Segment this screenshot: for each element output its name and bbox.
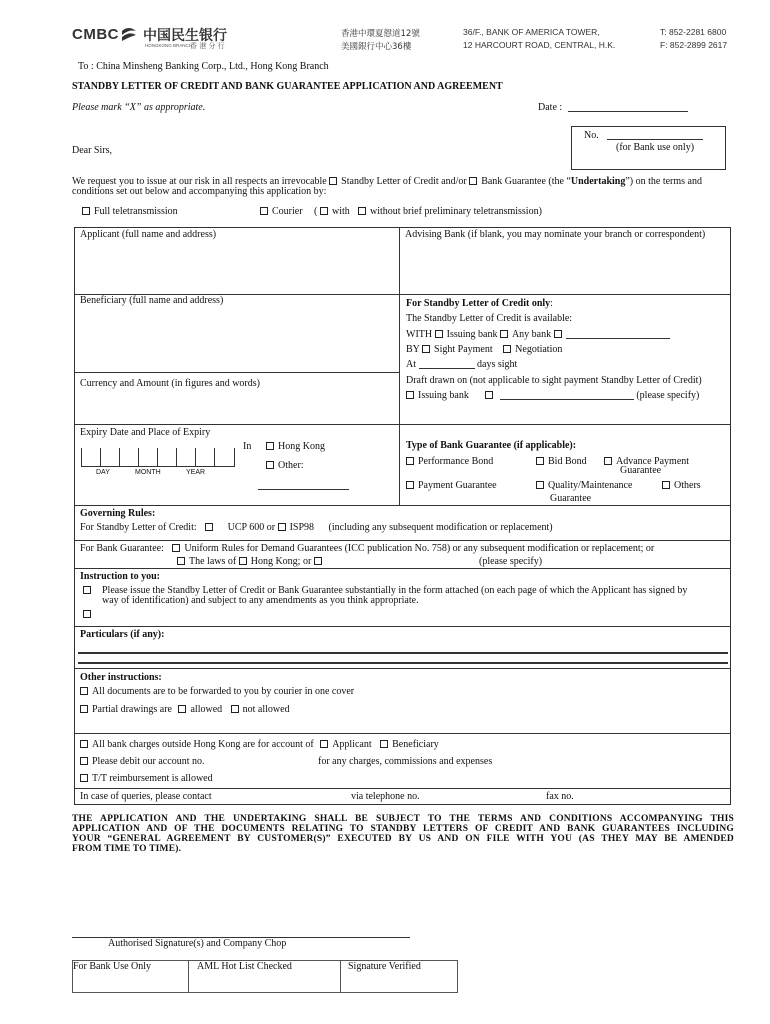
- bank-charges-checkbox[interactable]: [80, 740, 88, 748]
- signature-label: Authorised Signature(s) and Company Chop: [108, 938, 287, 949]
- others-option[interactable]: Others: [662, 480, 701, 491]
- debit-account-option[interactable]: Please debit our account no.: [80, 756, 204, 767]
- payment-guarantee-option[interactable]: Payment Guarantee: [406, 480, 497, 491]
- urdg-checkbox[interactable]: [172, 544, 180, 552]
- ucp600-checkbox[interactable]: [205, 523, 213, 531]
- logo-sub-en: HONGKONG BRANCH: [145, 43, 193, 48]
- checkbox[interactable]: [662, 481, 670, 489]
- applicant-label: Applicant (full name and address): [80, 229, 217, 240]
- instruction-line-1: Please issue the Standby Letter of Credit or Bank Guarantee substantially in the form attached (on each page of which the Applicant has signed by: [102, 585, 688, 596]
- allowed-checkbox[interactable]: [178, 705, 186, 713]
- with-option[interactable]: with: [320, 206, 350, 217]
- expiry-hong-kong-option[interactable]: Hong Kong: [266, 441, 325, 452]
- guarantee-type-heading: Type of Bank Guarantee (if applicable):: [406, 440, 577, 451]
- terms-line-3: YOUR “GENERAL AGREEMENT BY CUSTOMER(S)” EXECUTED BY US AND ON FILE WITH YOU (AS THEY MAY BE AMENDED: [72, 834, 734, 844]
- sblc-draft: Draft drawn on (not applicable to sight payment Standby Letter of Credit): [406, 375, 702, 386]
- other-law-checkbox[interactable]: [314, 557, 322, 565]
- bank-use-only-cell: [72, 960, 189, 993]
- checkbox[interactable]: [604, 457, 612, 465]
- full-teletransmission-option[interactable]: Full teletransmission: [82, 206, 178, 217]
- governing-rules-heading: Governing Rules:: [80, 508, 156, 519]
- mark-note: Please mark “X” as appropriate.: [72, 102, 206, 113]
- checkbox[interactable]: [80, 757, 88, 765]
- days-input[interactable]: [419, 359, 475, 369]
- bid-bond-option[interactable]: Bid Bond: [536, 456, 587, 467]
- paren-open: (: [314, 206, 318, 217]
- ref-no-line[interactable]: [607, 130, 703, 140]
- expiry-other-option[interactable]: Other:: [266, 460, 304, 471]
- signature-verified-label: Signature Verified: [348, 961, 421, 972]
- advance-payment-option[interactable]: Advance Payment: [604, 456, 689, 467]
- quality-maintenance-option[interactable]: Quality/Maintenance: [536, 480, 632, 491]
- checkbox[interactable]: [260, 207, 268, 215]
- draft-row: Issuing bank (please specify): [406, 390, 699, 401]
- checkbox[interactable]: [83, 610, 91, 618]
- aml-check-label: AML Hot List Checked: [197, 961, 292, 972]
- beneficiary-input[interactable]: [78, 308, 394, 368]
- ref-no-field[interactable]: No.: [584, 130, 703, 141]
- instruction-heading: Instruction to you:: [80, 571, 161, 582]
- checkbox[interactable]: [80, 774, 88, 782]
- bank-charges-row: All bank charges outside Hong Kong are for account of Applicant Beneficiary: [80, 739, 439, 750]
- checkbox[interactable]: [80, 687, 88, 695]
- any-bank-checkbox[interactable]: [500, 330, 508, 338]
- beneficiary-label: Beneficiary (full name and address): [80, 295, 224, 306]
- checkbox[interactable]: [406, 457, 414, 465]
- address-cn-2: 美國銀行中心36樓: [341, 42, 412, 52]
- particulars-line-2[interactable]: [78, 662, 728, 664]
- hong-kong-law-checkbox[interactable]: [239, 557, 247, 565]
- tt-reimbursement-option[interactable]: T/T reimbursement is allowed: [80, 773, 213, 784]
- instruction-form-checkbox[interactable]: [83, 585, 95, 596]
- negotiation-checkbox[interactable]: [503, 345, 511, 353]
- request-line-1: We request you to issue at our risk in all respects an irrevocable Standby Letter of Credit and/or Bank Guarantee (the “Undertaking”) on the terms and: [72, 176, 702, 187]
- salutation: Dear Sirs,: [72, 145, 112, 156]
- partial-drawings-row: Partial drawings are allowed not allowed: [80, 704, 290, 715]
- checkbox[interactable]: [536, 457, 544, 465]
- checkbox[interactable]: [536, 481, 544, 489]
- sblc-heading: For Standby Letter of Credit only:: [406, 298, 553, 309]
- draft-other-input[interactable]: [500, 390, 634, 400]
- checkbox[interactable]: [82, 207, 90, 215]
- address-en-2: 12 HARCOURT ROAD, CENTRAL, H.K.: [463, 40, 616, 50]
- particulars-label: Particulars (if any):: [80, 629, 165, 640]
- law-please-specify: (please specify): [479, 556, 543, 567]
- debit-for-text: for any charges, commissions and expenses: [318, 756, 493, 767]
- date-field[interactable]: Date :: [538, 102, 688, 113]
- other-bank-checkbox[interactable]: [554, 330, 562, 338]
- performance-bond-option[interactable]: Performance Bond: [406, 456, 493, 467]
- checkbox[interactable]: [266, 461, 274, 469]
- checkbox[interactable]: [406, 481, 414, 489]
- instruction-other-checkbox[interactable]: [83, 609, 95, 620]
- year-label: YEAR: [186, 469, 206, 476]
- isp98-checkbox[interactable]: [278, 523, 286, 531]
- checkbox[interactable]: [320, 207, 328, 215]
- date-input-line[interactable]: [568, 102, 688, 112]
- to-line: To : China Minsheng Banking Corp., Ltd., Hong Kong Branch: [78, 61, 329, 72]
- sblc-by-row: BY Sight Payment Negotiation: [406, 344, 563, 355]
- beneficiary-charges-checkbox[interactable]: [380, 740, 388, 748]
- terms-line-1: THE APPLICATION AND THE UNDERTAKING SHALL BE SUBJECT TO THE TERMS AND CONDITIONS ACCOMPANYING THIS: [72, 814, 734, 824]
- terms-line-4: FROM TIME TO TIME).: [72, 844, 182, 854]
- draft-other-checkbox[interactable]: [485, 391, 493, 399]
- cmbc-logo-icon: [118, 24, 140, 46]
- day-label: DAY: [96, 469, 110, 476]
- expiry-label: Expiry Date and Place of Expiry: [80, 427, 211, 438]
- via-telephone-label: via telephone no.: [351, 791, 420, 802]
- standby-lc-checkbox[interactable]: [329, 177, 337, 185]
- checkbox[interactable]: [358, 207, 366, 215]
- terms-block: [72, 814, 734, 854]
- advance-payment-line-2: Guarantee: [620, 465, 662, 476]
- aml-check-cell[interactable]: [188, 960, 341, 993]
- quality-maintenance-line-2: Guarantee: [550, 493, 592, 504]
- sblc-rules-row: For Standby Letter of Credit: UCP 600 or ISP98 (including any subsequent modification or replacement): [80, 522, 553, 533]
- signature-verified-cell[interactable]: [340, 960, 458, 993]
- sblc-available: The Standby Letter of Credit is available:: [406, 313, 573, 324]
- bank-use-only-label: For Bank Use Only: [73, 961, 152, 972]
- expiry-date-boxes[interactable]: [81, 448, 235, 467]
- queries-contact-label: In case of queries, please contact: [80, 791, 212, 802]
- laws-of-checkbox[interactable]: [177, 557, 185, 565]
- currency-input[interactable]: [78, 392, 394, 420]
- month-label: MONTH: [135, 469, 161, 476]
- address-cn-1: 香港中環夏慤道12號: [341, 29, 420, 39]
- expiry-other-input[interactable]: [258, 489, 349, 490]
- sblc-at-row: At days sight: [406, 359, 518, 370]
- expiry-in-label: In: [243, 441, 252, 452]
- instruction-line-2: way of identification) and subject to any amendments as you think appropriate.: [102, 595, 419, 606]
- issuing-bank-checkbox[interactable]: [435, 330, 443, 338]
- fax-no-label: fax no.: [546, 791, 574, 802]
- applicant-input[interactable]: [78, 242, 394, 290]
- logo-cmbc: CMBC: [72, 26, 119, 43]
- applicant-charges-checkbox[interactable]: [320, 740, 328, 748]
- bank-guarantee-checkbox[interactable]: [469, 177, 477, 185]
- other-instructions-heading: Other instructions:: [80, 672, 162, 683]
- column-divider: [399, 227, 400, 505]
- currency-label: Currency and Amount (in figures and words): [80, 378, 260, 389]
- bank-use-note: (for Bank use only): [616, 142, 695, 153]
- request-line-2: conditions set out below and accompanying this application by:: [72, 186, 327, 197]
- address-en-1: 36/F., BANK OF AMERICA TOWER,: [463, 27, 600, 37]
- sight-payment-checkbox[interactable]: [422, 345, 430, 353]
- form-title: STANDBY LETTER OF CREDIT AND BANK GUARANTEE APPLICATION AND AGREEMENT: [72, 81, 503, 92]
- checkbox[interactable]: [266, 442, 274, 450]
- sblc-with-row: WITH Issuing bank Any bank: [406, 329, 670, 340]
- not-allowed-checkbox[interactable]: [231, 705, 239, 713]
- logo-sub-cn: 香 港 分 行: [190, 42, 225, 50]
- terms-line-2: APPLICATION AND OF THE DOCUMENTS RELATING TO STANDBY LETTERS OF CREDIT AND BANK GUARANTEES INCLUDING: [72, 824, 734, 834]
- laws-of-row: The laws of Hong Kong; or: [177, 556, 326, 567]
- courier-option[interactable]: Courier: [260, 206, 303, 217]
- draft-issuing-bank-checkbox[interactable]: [406, 391, 414, 399]
- without-option[interactable]: without brief preliminary teletransmission): [358, 206, 542, 217]
- advising-bank-input[interactable]: [403, 242, 725, 290]
- courier-cover-option[interactable]: All documents are to be forwarded to you by courier in one cover: [80, 686, 354, 697]
- other-bank-input[interactable]: [566, 329, 670, 339]
- bg-rules-row: For Bank Guarantee: Uniform Rules for Demand Guarantees (ICC publication No. 758) or any subsequent modification or replacement; or: [80, 543, 655, 554]
- partial-drawings-checkbox[interactable]: [80, 705, 88, 713]
- particulars-line-1[interactable]: [78, 652, 728, 654]
- logo-chinese-name: 中国民生银行: [143, 28, 227, 44]
- telephone: T: 852-2281 6800: [660, 27, 727, 37]
- advising-bank-label: Advising Bank (if blank, you may nominate your branch or correspondent): [405, 229, 706, 240]
- checkbox[interactable]: [83, 586, 91, 594]
- fax: F: 852-2899 2617: [660, 40, 728, 50]
